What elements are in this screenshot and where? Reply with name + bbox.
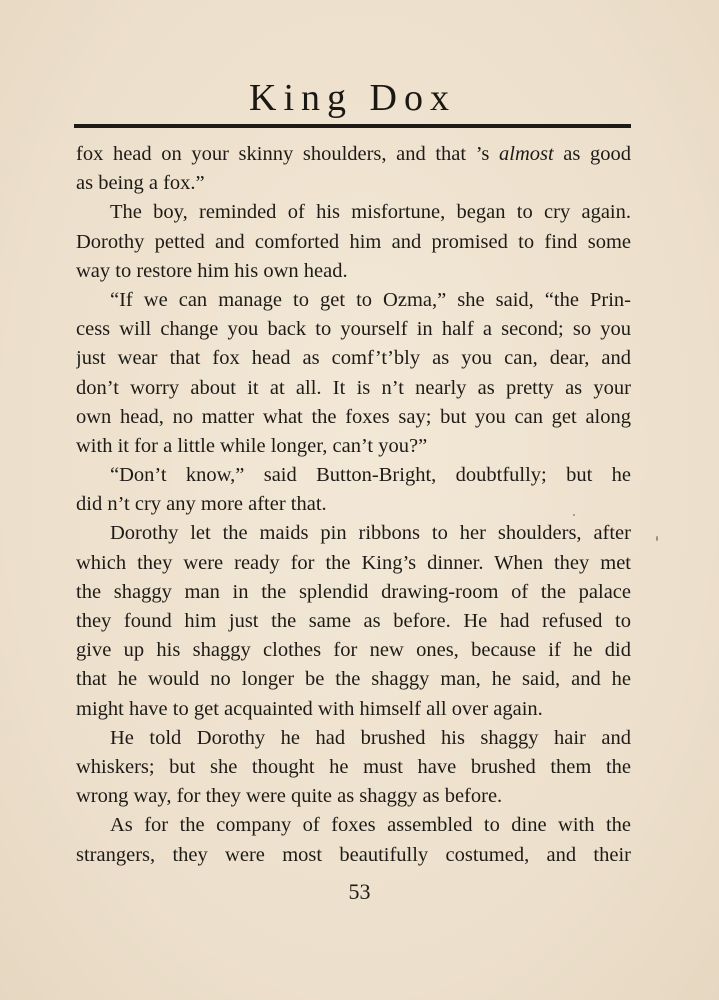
- text-line: own head, no matter what the foxes say; but you can get along: [76, 405, 631, 428]
- text-line: Dorothy let the maids pin ribbons to her shoulders, after: [110, 522, 631, 545]
- text-line: as being a fox.”: [76, 172, 205, 195]
- head-rule: [74, 124, 631, 128]
- text-line: “If we can manage to get to Ozma,” she said, “the Prin-: [110, 288, 631, 311]
- text-line: with it for a little while longer, can’t you?”: [76, 434, 428, 457]
- text-line: don’t worry about it at all. It is n’t nearly as pretty as your: [76, 376, 631, 399]
- text-line: which they were ready for the King’s dinner. When they met: [76, 551, 631, 574]
- text-line: way to restore him his own head.: [76, 259, 348, 282]
- paper-speck: [573, 514, 575, 516]
- emphasis: almost: [499, 143, 554, 165]
- running-head: King Dox: [249, 77, 456, 119]
- body-text: [76, 140, 631, 870]
- text-line: As for the company of foxes assembled to dine with the: [110, 814, 631, 837]
- text-line: strangers, they were most beautifully costumed, and their: [76, 843, 631, 866]
- text-line: the shaggy man in the splendid drawing-room of the palace: [76, 580, 631, 603]
- text-line: wrong way, for they were quite as shaggy as before.: [76, 785, 503, 808]
- text-line: just wear that fox head as comf’t’bly as you can, dear, and: [76, 347, 631, 370]
- text-line: might have to get acquainted with himself all over again.: [76, 697, 543, 720]
- text-line: He told Dorothy he had brushed his shaggy hair and: [110, 726, 631, 749]
- text-line: they found him just the same as before. He had refused to: [76, 610, 631, 632]
- text-line: “Don’t know,” said Button-Bright, doubtfully; but he: [110, 464, 631, 487]
- text-line: give up his shaggy clothes for new ones, because if he did: [76, 639, 631, 662]
- text-line: fox head on your skinny shoulders, and that ’s almost as good: [76, 143, 631, 165]
- text-line: did n’t cry any more after that.: [76, 493, 327, 516]
- text-line: whiskers; but she thought he must have brushed them the: [76, 755, 631, 778]
- page-number: 53: [348, 879, 371, 904]
- text-line: Dorothy petted and comforted him and promised to find some: [76, 230, 631, 253]
- text-line: The boy, reminded of his misfortune, began to cry again.: [110, 201, 631, 224]
- text-line: cess will change you back to yourself in half a second; so you: [76, 318, 631, 341]
- text-line: that he would no longer be the shaggy man, he said, and he: [76, 668, 631, 691]
- paper-speck: [656, 536, 658, 541]
